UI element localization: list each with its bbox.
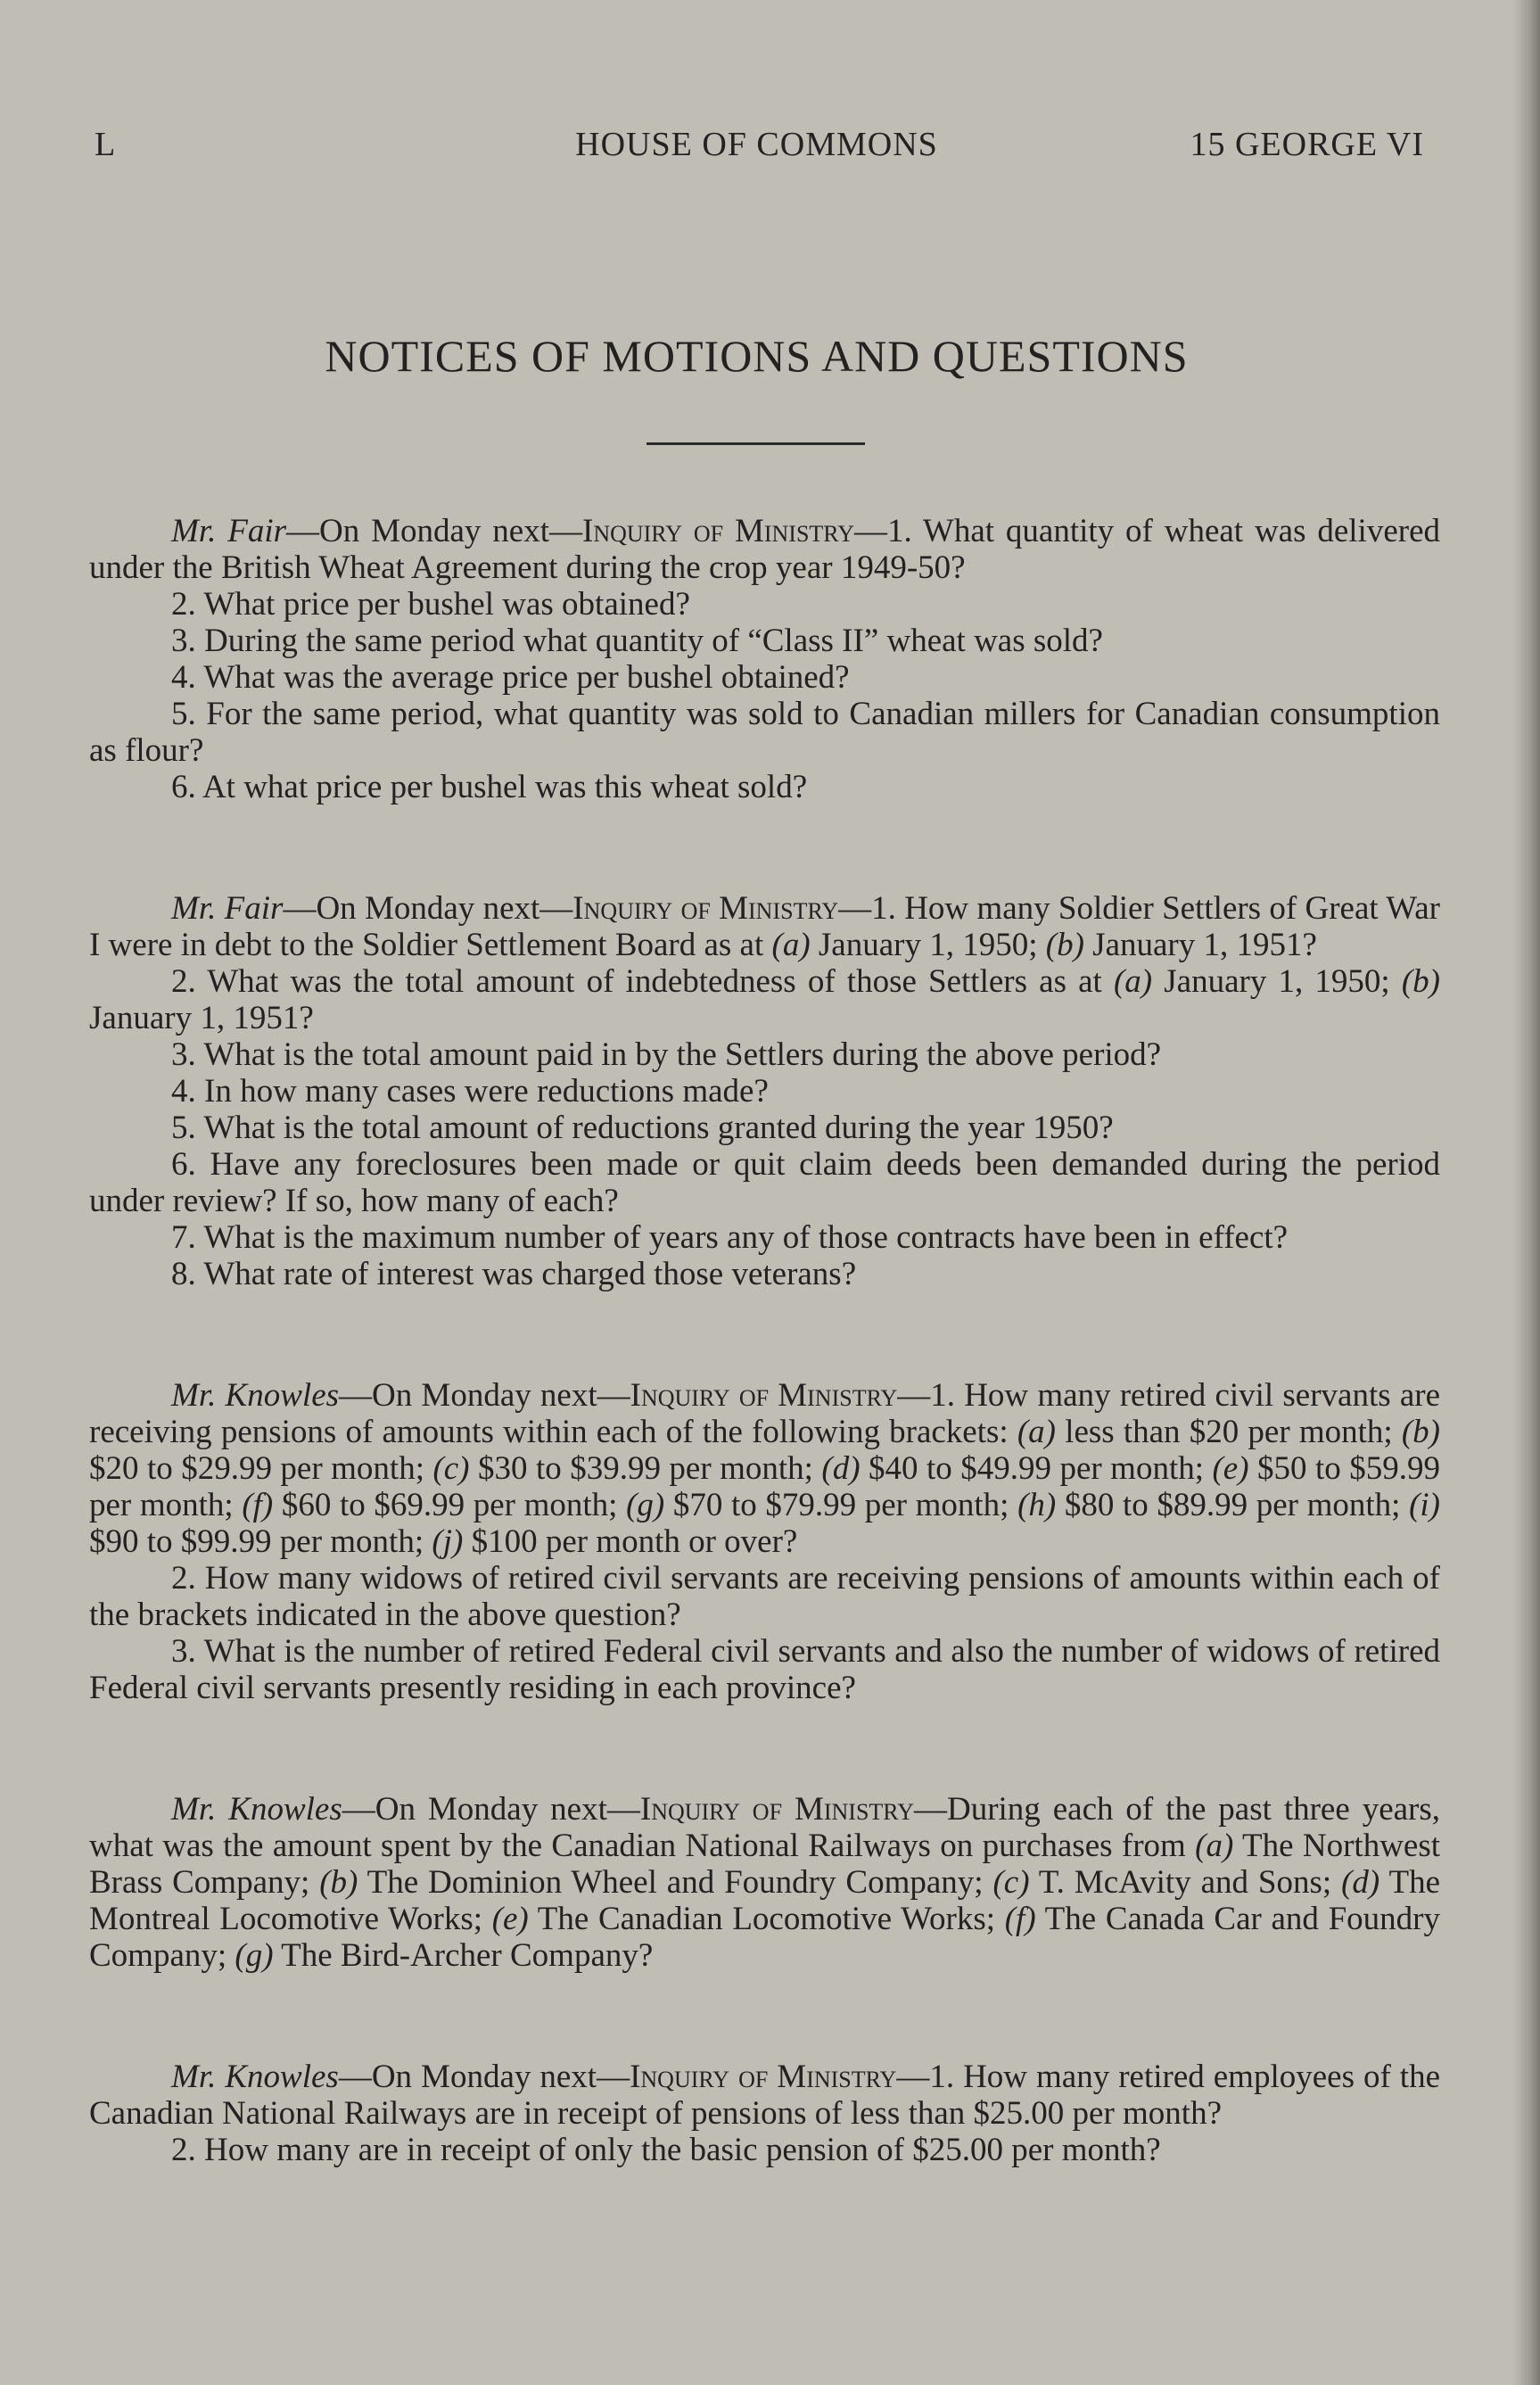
dash: — (838, 890, 872, 927)
bracket-label: (h) (1017, 1487, 1057, 1523)
bracket-text: $20 to $29.99 per month; (89, 1450, 433, 1487)
company-text: The Canada Car and Foundry Company; (89, 1901, 1440, 1974)
item-label: (a) (1113, 963, 1153, 1000)
page-folio: L (95, 126, 117, 163)
notice-entry (89, 1377, 1440, 1706)
company-label: (f) (1004, 1901, 1036, 1937)
item-label: (a) (771, 927, 811, 963)
notice-lead (89, 1377, 1440, 1560)
notice-when: —On Monday next— (283, 890, 573, 927)
company-text: The Canadian Locomotive Works; (528, 1901, 1005, 1937)
running-head (89, 125, 1424, 169)
bracket-label: (g) (626, 1487, 665, 1523)
question: 8. What rate of interest was charged those veterans? (171, 1256, 857, 1292)
dash: — (897, 1377, 931, 1414)
bracket-text: $80 to $89.99 per month; (1056, 1487, 1410, 1523)
question-text: January 1, 1951? (89, 1000, 314, 1036)
company-text: T. McAvity and Sons; (1029, 1864, 1342, 1901)
notice-when: —On Monday next— (338, 2059, 630, 2095)
item-label: (b) (1401, 963, 1440, 1000)
question: 2. How many are in receipt of only the basic pension of $25.00 per month? (171, 2132, 1161, 2168)
bracket-text: $50 to $59.99 per month; (89, 1450, 1440, 1523)
question-text: 1. What quantity of wheat was delivered under the British Wheat Agreement during the crop year 1949-50? (89, 513, 1440, 586)
inquiry-of-ministry: Inquiry of Ministry (630, 1377, 898, 1414)
item-label: (b) (1045, 927, 1084, 963)
question-text: 2. What was the total amount of indebtedness of those Settlers as at (171, 963, 1114, 1000)
question-text: 1. How many retired employees of the Canadian National Railways are in receipt of pensions of less than $25.00 per month? (89, 2059, 1440, 2132)
question (89, 963, 1440, 1036)
bracket-label: (f) (242, 1487, 274, 1523)
notice-entry (89, 2059, 1440, 2168)
bracket-text: $60 to $69.99 per month; (273, 1487, 627, 1523)
question: 6. Have any foreclosures been made or quit claim deeds been demanded during the period under review? If so, how many of each? (89, 1146, 1440, 1219)
notice-lead (89, 2059, 1440, 2132)
bracket-text: $90 to $99.99 per month; (89, 1523, 432, 1560)
notice-when: —On Monday next— (342, 1791, 640, 1828)
bracket-text: $40 to $49.99 per month; (860, 1450, 1213, 1487)
company-label: (d) (1341, 1864, 1380, 1901)
company-label: (c) (992, 1864, 1030, 1901)
question: 2. How many widows of retired civil servants are receiving pensions of amounts within each of the brackets indicated in the above question? (89, 1560, 1440, 1633)
notice-when: —On Monday next— (286, 513, 582, 549)
notices-body (89, 513, 1440, 2253)
bracket-label: (d) (821, 1450, 861, 1487)
notice-lead (89, 1791, 1440, 1974)
running-head-title: HOUSE OF COMMONS (575, 126, 938, 163)
question-text: January 1, 1951? (1083, 927, 1317, 963)
bracket-label: (j) (432, 1523, 464, 1560)
page-title: NOTICES OF MOTIONS AND QUESTIONS (325, 331, 1189, 381)
bracket-label: (a) (1017, 1414, 1057, 1450)
question-text: January 1, 1950; (810, 927, 1046, 963)
company-label: (e) (491, 1901, 529, 1937)
company-label: (a) (1195, 1828, 1234, 1864)
company-text: The Montreal Locomotive Works; (89, 1864, 1440, 1937)
question-text: January 1, 1950; (1152, 963, 1402, 1000)
question: 6. At what price per bushel was this wheat sold? (171, 769, 808, 805)
bracket-text: $100 per month or over? (463, 1523, 798, 1560)
dash: — (853, 513, 887, 549)
company-text: The Dominion Wheel and Foundry Company; (358, 1864, 993, 1901)
mover-name: Mr. Knowles (171, 1791, 342, 1828)
question-text: During each of the past three years, what was the amount spent by the Canadian National Railways on purchases from (89, 1791, 1441, 1864)
question: 3. During the same period what quantity of “Class II” wheat was sold? (171, 623, 1103, 659)
question-text: 1. How many retired civil servants are receiving pensions of amounts within each of the following brackets: (89, 1377, 1440, 1450)
question: 2. What price per bushel was obtained? (171, 586, 690, 623)
notice-lead (89, 513, 1440, 586)
mover-name: Mr. Knowles (171, 1377, 340, 1414)
notice-entry (89, 1791, 1440, 1974)
page-edge-shadow (1513, 0, 1540, 2385)
question: 3. What is the total amount paid in by the Settlers during the above period? (171, 1036, 1162, 1073)
bracket-label: (c) (432, 1450, 470, 1487)
company-text: The Bird-Archer Company? (273, 1937, 654, 1974)
inquiry-of-ministry: Inquiry of Ministry (630, 2059, 897, 2095)
bracket-label: (b) (1401, 1414, 1440, 1450)
dash: — (896, 2059, 930, 2095)
bracket-label: (e) (1212, 1450, 1249, 1487)
mover-name: Mr. Knowles (171, 2059, 339, 2095)
inquiry-of-ministry: Inquiry of Ministry (639, 1791, 914, 1828)
question: 4. In how many cases were reductions made? (171, 1073, 769, 1110)
notice-entry (89, 513, 1440, 805)
company-label: (b) (319, 1864, 358, 1901)
bracket-text: $70 to $79.99 per month; (664, 1487, 1018, 1523)
company-text: The Northwest Brass Company; (89, 1828, 1441, 1901)
inquiry-of-ministry: Inquiry of Ministry (582, 513, 854, 549)
title-rule (646, 442, 865, 445)
bracket-text: $30 to $39.99 per month; (469, 1450, 822, 1487)
inquiry-of-ministry: Inquiry of Ministry (572, 890, 839, 927)
company-label: (g) (235, 1937, 274, 1974)
running-head-regnal-year: 15 GEORGE VI (1190, 126, 1424, 163)
notice-lead (89, 890, 1440, 963)
question-text: 1. How many Soldier Settlers of Great War I were in debt to the Soldier Settlement Board as at (89, 890, 1440, 963)
question: 5. What is the total amount of reductions granted during the year 1950? (171, 1110, 1114, 1146)
dash: — (913, 1791, 947, 1828)
mover-name: Mr. Fair (171, 890, 284, 927)
question: 7. What is the maximum number of years any of those contracts have been in effect? (171, 1219, 1289, 1256)
notice-when: —On Monday next— (339, 1377, 630, 1414)
question: 5. For the same period, what quantity was sold to Canadian millers for Canadian consumption as flour? (89, 696, 1440, 769)
bracket-label: (i) (1409, 1487, 1440, 1523)
bracket-text: less than $20 per month; (1056, 1414, 1402, 1450)
mover-name: Mr. Fair (171, 513, 287, 549)
notice-entry (89, 890, 1440, 1292)
question: 3. What is the number of retired Federal civil servants and also the number of widows of retired Federal civil servants presently residing in each province? (89, 1633, 1440, 1706)
question: 4. What was the average price per bushel obtained? (171, 659, 850, 696)
